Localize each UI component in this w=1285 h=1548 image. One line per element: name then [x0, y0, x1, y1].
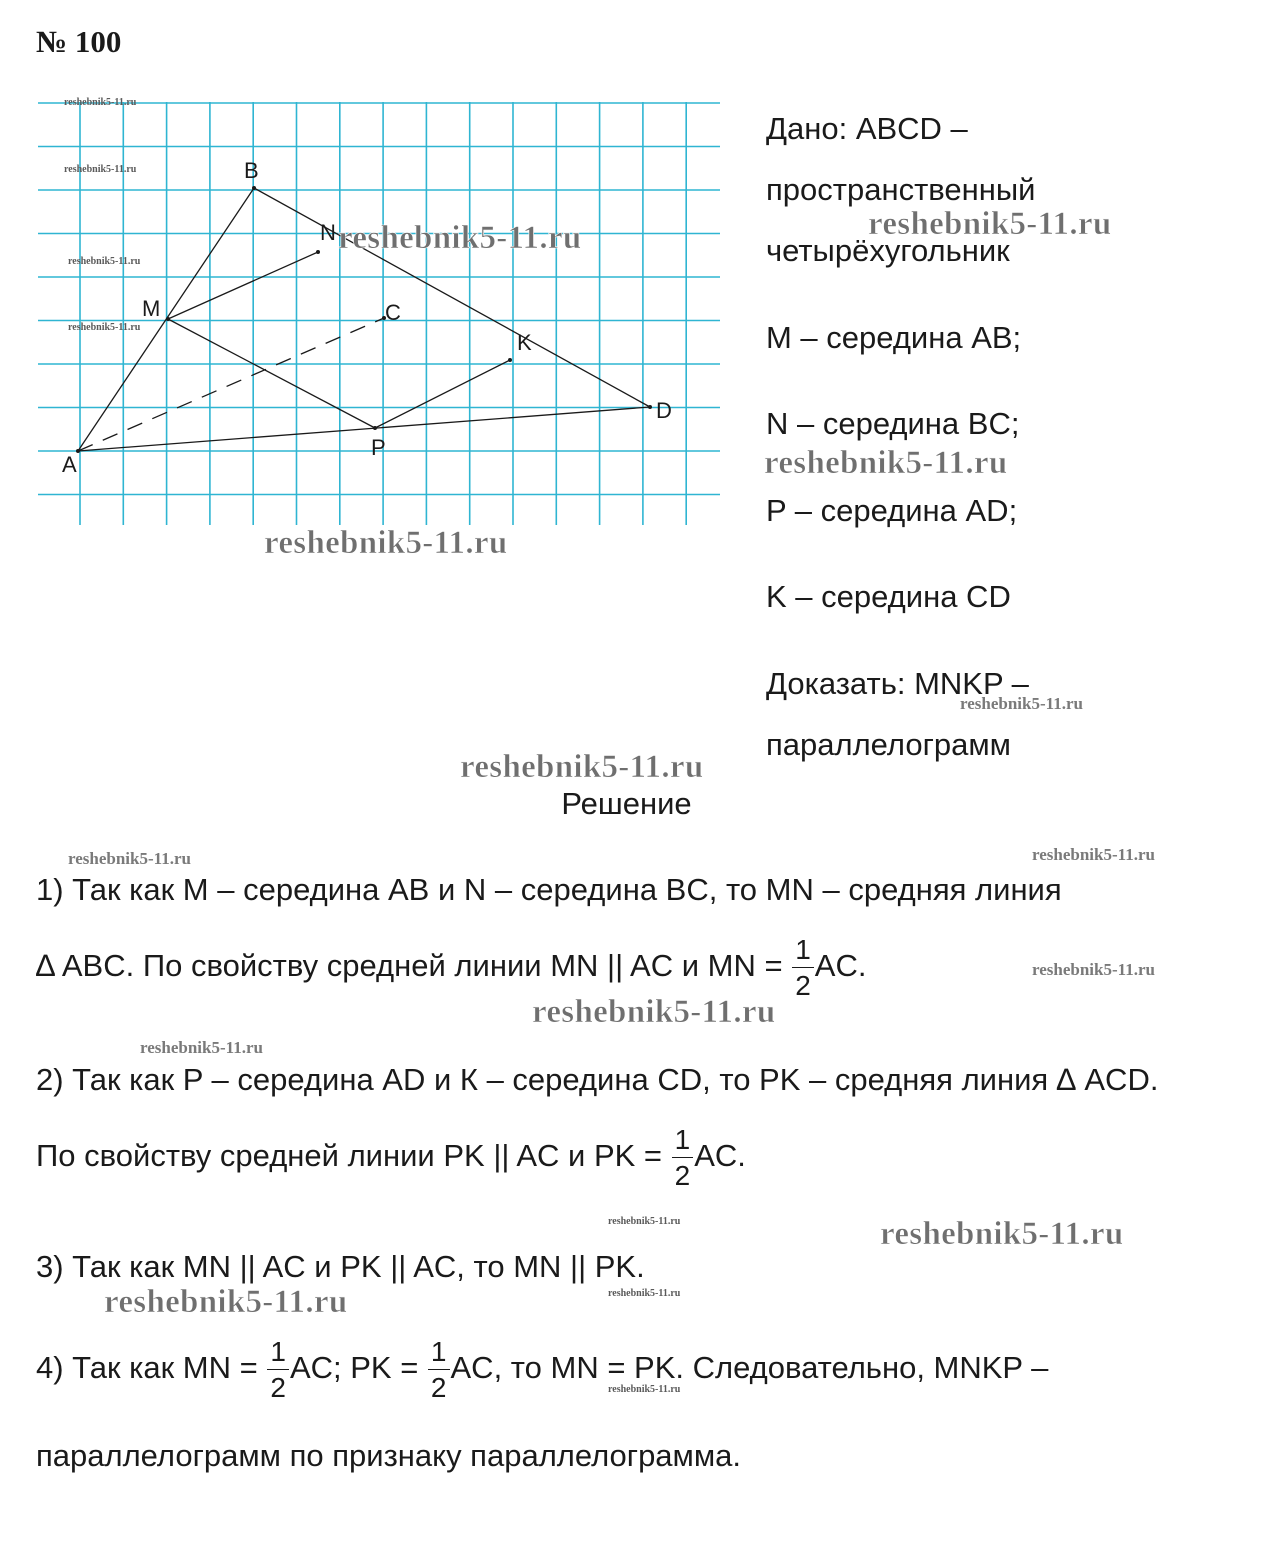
point-d	[648, 405, 652, 409]
step-1-line-1: 1) Так как M – середина AB и N – середина BC, то MN – средняя линия	[36, 872, 1062, 907]
label-p: P	[371, 435, 386, 460]
watermark: reshebnik5-11.ru	[960, 694, 1083, 713]
point-p	[373, 426, 377, 430]
label-n: N	[320, 220, 336, 245]
watermark: reshebnik5-11.ru	[868, 206, 1112, 242]
watermark: reshebnik5-11.ru	[1032, 960, 1155, 979]
watermark: reshebnik5-11.ru	[64, 97, 137, 108]
watermark: reshebnik5-11.ru	[68, 322, 141, 333]
given-line: N – середина BC;	[766, 406, 1020, 441]
label-d: D	[656, 398, 672, 423]
watermark: reshebnik5-11.ru	[140, 1038, 263, 1057]
watermark: reshebnik5-11.ru	[338, 220, 582, 256]
prove-line: Доказать: MNKP –	[766, 666, 1029, 701]
watermark: reshebnik5-11.ru	[460, 749, 704, 785]
watermark: reshebnik5-11.ru	[64, 164, 137, 175]
given-line: P – середина AD;	[766, 493, 1018, 528]
prove-line: параллелограмм	[766, 727, 1011, 762]
label-m: M	[142, 296, 161, 321]
step-2-text: По свойству средней линии PK || AC и PK =	[36, 1138, 663, 1174]
given-line: пространственный	[766, 172, 1036, 207]
problem-number: № 100	[36, 24, 122, 59]
point-b	[252, 186, 256, 190]
watermark: reshebnik5-11.ru	[68, 256, 141, 267]
solution-heading: Решение	[561, 786, 692, 821]
watermark: reshebnik5-11.ru	[764, 445, 1008, 481]
given-line: K – середина CD	[766, 579, 1011, 614]
step-2-line-2	[36, 1126, 746, 1190]
label-c: C	[385, 300, 401, 325]
watermark: reshebnik5-11.ru	[608, 1384, 681, 1395]
geometry-figure	[0, 0, 740, 540]
given-line: M – середина AB;	[766, 320, 1022, 355]
fraction: $\frac{1}{2}$	[428, 1338, 450, 1402]
step-1-line-2	[36, 936, 866, 1000]
watermark: reshebnik5-11.ru	[880, 1216, 1124, 1252]
fraction: $\frac{1}{2}$	[792, 936, 814, 1000]
segment-pk	[375, 360, 510, 428]
point-k	[508, 358, 512, 362]
segment-mn	[168, 252, 318, 319]
watermark: reshebnik5-11.ru	[264, 525, 508, 561]
segment-mp	[168, 319, 375, 428]
step-4-line-1: 4) Так как MN = $\frac{1}{2}$ AC; PK = $\frac{1}{2}$ AC, то MN = PK. Следовательно, MNKP –	[36, 1336, 1049, 1403]
fraction: $\frac{1}{2}$	[267, 1338, 289, 1402]
given-line: Дано: ABCD –	[766, 111, 968, 146]
fraction: $\frac{1}{2}$	[672, 1126, 694, 1190]
point-n	[316, 250, 320, 254]
grid	[38, 102, 720, 525]
watermark: reshebnik5-11.ru	[608, 1288, 681, 1299]
step-1-text: ∆ ABC. По свойству средней линии MN || AC и MN =	[36, 948, 783, 984]
watermark: reshebnik5-11.ru	[104, 1284, 348, 1320]
step-1-tail: AC.	[814, 948, 867, 984]
given-line: четырёхугольник	[766, 233, 1010, 268]
label-b: B	[244, 158, 259, 183]
watermark: reshebnik5-11.ru	[532, 994, 776, 1030]
label-k: K	[517, 330, 532, 355]
watermark: reshebnik5-11.ru	[68, 849, 191, 868]
label-a: A	[62, 452, 77, 477]
watermark: reshebnik5-11.ru	[608, 1216, 681, 1227]
watermark: reshebnik5-11.ru	[1032, 845, 1155, 864]
step-2-tail: AC.	[694, 1138, 746, 1174]
step-2-line-1: 2) Так как P – середина AD и К – середина CD, то PK – средняя линия ∆ ACD.	[36, 1062, 1159, 1097]
point-m	[166, 317, 170, 321]
step-4-line-2: параллелограмм по признаку параллелограмма.	[36, 1438, 742, 1473]
step-3-line-1: 3) Так как MN || AC и PK || AC, то MN || PK.	[36, 1249, 645, 1284]
